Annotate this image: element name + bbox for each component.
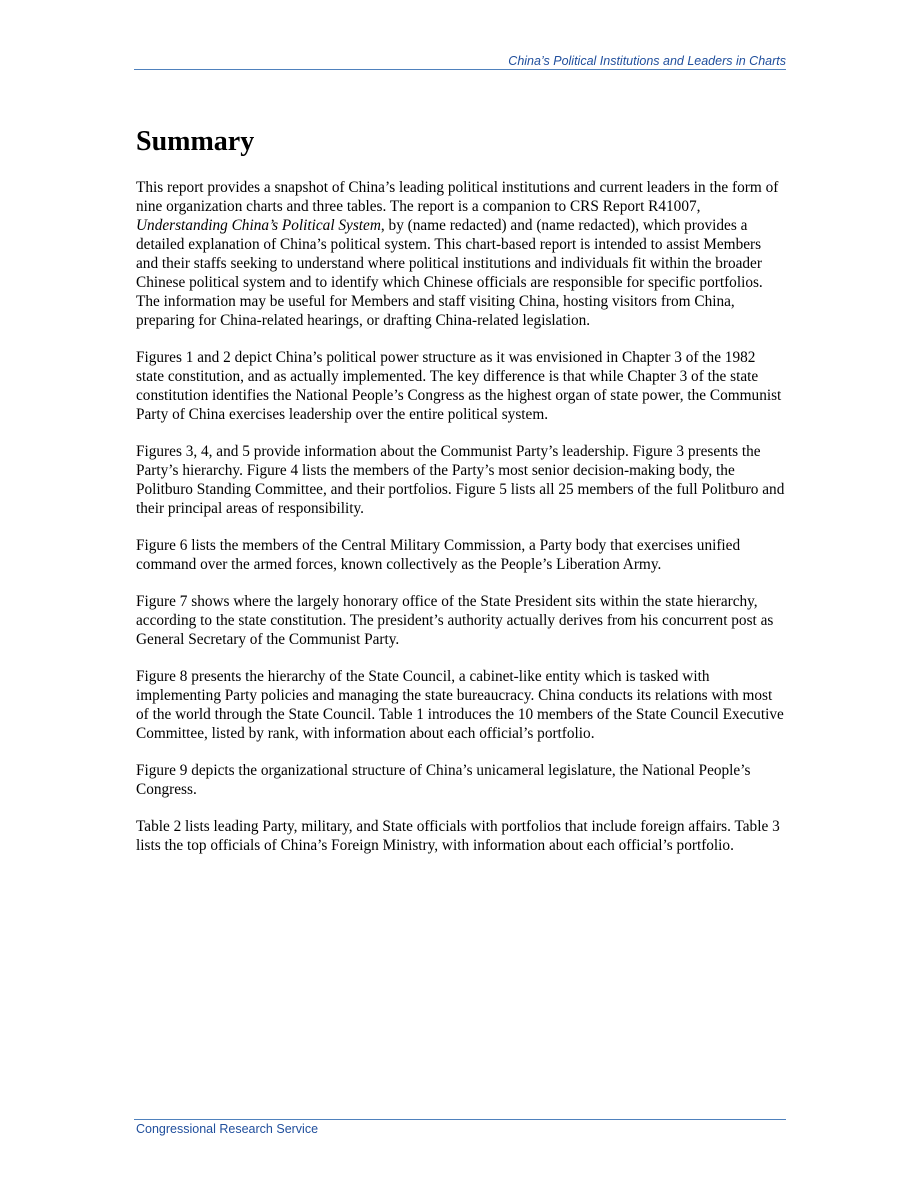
page-title: Summary (136, 126, 255, 157)
footer-divider (134, 1119, 786, 1120)
paragraph-5: Figure 7 shows where the largely honorary office of the State President sits within the state hierarchy, according to the state constitution. The president’s authority actually derives from his concurrent post as General Secretary of the Communist Party. (136, 593, 774, 648)
paragraph-1-part-b: , by (name redacted) and (name redacted), which provides a detailed explanation of China’s political system. This chart-based report is intended to assist Members and their staffs seeking to understand where political institutions and individuals fit within the broader Chinese political system and to identify which Chinese officials are responsible for specific portfolios. The information may be useful for Members and staff visiting China, hosting visitors from China, preparing for China-related hearings, or drafting China-related legislation. (136, 217, 763, 329)
paragraph-6: Figure 8 presents the hierarchy of the State Council, a cabinet-like entity which is tasked with implementing Party policies and managing the state bureaucracy. China conducts its relations with most of the world through the State Council. Table 1 introduces the 10 members of the State Council Executive Committee, listed by rank, with information about each official’s portfolio. (136, 668, 784, 742)
summary-body (136, 178, 786, 873)
paragraph-4: Figure 6 lists the members of the Central Military Commission, a Party body that exercises unified command over the armed forces, known collectively as the People’s Liberation Army. (136, 537, 741, 573)
running-footer: Congressional Research Service (136, 1122, 319, 1136)
paragraph-2: Figures 1 and 2 depict China’s political power structure as it was envisioned in Chapter 3 of the 1982 state constitution, and as actually implemented. The key difference is that while Chapter 3 of the state constitution identifies the National People’s Congress as the highest organ of state power, the Communist Party of China exercises leadership over the entire political system. (136, 349, 782, 423)
paragraph-1-part-a: This report provides a snapshot of China’s leading political institutions and current leaders in the form of nine organization charts and three tables. The report is a companion to CRS Report R41007, (136, 179, 779, 215)
header-divider (134, 69, 786, 70)
paragraph-1 (136, 178, 786, 330)
paragraph-3: Figures 3, 4, and 5 provide information about the Communist Party’s leadership. Figure 3 presents the Party’s hierarchy. Figure 4 lists the members of the Party’s most senior decision-making body, the Politburo Standing Committee, and their portfolios. Figure 5 lists all 25 members of the full Politburo and their principal areas of responsibility. (136, 443, 785, 517)
report-title-italic: Understanding China’s Political System (136, 217, 381, 234)
running-header: China’s Political Institutions and Leaders in Charts (508, 54, 786, 68)
paragraph-8: Table 2 lists leading Party, military, and State officials with portfolios that include foreign affairs. Table 3 lists the top officials of China’s Foreign Ministry, with information about each official’s portfolio. (136, 818, 780, 854)
paragraph-7: Figure 9 depicts the organizational structure of China’s unicameral legislature, the National People’s Congress. (136, 762, 751, 798)
